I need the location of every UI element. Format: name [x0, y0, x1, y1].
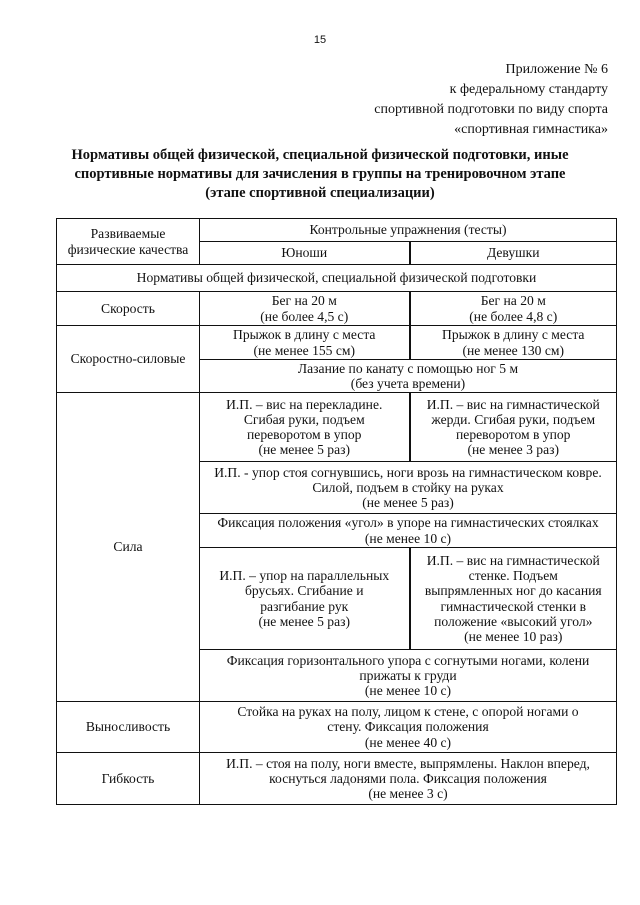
appendix-line: Приложение № 6	[505, 62, 608, 77]
speed-boys-cell	[200, 292, 410, 326]
cell-line: И.П. – вис на гимнастической	[426, 396, 600, 412]
cell-line: Прыжок в длину с места	[442, 327, 585, 343]
cell-line: разгибание рук	[260, 598, 349, 614]
cell-line: И.П. – вис на перекладине.	[226, 396, 383, 412]
quality-flexibility-cell: Гибкость	[57, 753, 200, 805]
quality-strength-cell: Сила	[57, 393, 200, 702]
cell-line: (не менее 10 с)	[364, 530, 452, 546]
cell-line: И.П. – вис на гимнастической	[426, 552, 600, 568]
strength-r1-boys-cell	[200, 393, 410, 462]
appendix-header	[374, 60, 608, 140]
strength-r3-cell	[200, 514, 617, 548]
cell-line: жерди. Сгибая руки, подъем	[431, 411, 596, 427]
cell-line: коснуться ладонями пола. Фиксация положения	[269, 770, 547, 786]
cell-line: Силой, подъем в стойку на руках	[312, 479, 504, 495]
header-girls-cell: Девушки	[410, 242, 617, 265]
strength-r5-cell	[200, 650, 617, 702]
cell-line: (не менее 5 раз)	[258, 442, 351, 458]
cell-line: Стойка на руках на полу, лицом к стене, с опорой ногами о	[237, 704, 579, 720]
cell-line: прижаты к груди	[359, 667, 457, 683]
rope-cell	[200, 360, 617, 393]
cell-line: (не менее 10 раз)	[464, 628, 563, 644]
section-cell: Нормативы общей физической, специальной физической подготовки	[57, 265, 617, 292]
cell-line: Бег на 20 м	[480, 293, 546, 309]
document-title	[50, 146, 590, 203]
table-row	[57, 292, 617, 326]
speed-girls-cell	[410, 292, 617, 326]
cell-line: выпрямленных ног до касания	[424, 583, 602, 599]
cell-line: (не менее 5 раз)	[362, 495, 454, 511]
norms-table	[56, 218, 617, 805]
cell-line: (не более 4,5 с)	[260, 308, 349, 324]
appendix-line: к федеральному стандарту	[449, 82, 608, 97]
header-boys-cell: Юноши	[200, 242, 410, 265]
header-quality-line: физические качества	[67, 241, 189, 257]
title-line: (этапе спортивной специализации)	[205, 185, 435, 201]
cell-line: (не более 4,8 с)	[469, 308, 558, 324]
quality-endurance-cell: Выносливость	[57, 702, 200, 753]
strength-r2-cell	[200, 462, 617, 514]
page-number: 15	[313, 34, 327, 46]
cell-line: стенке. Подъем	[468, 568, 558, 584]
cell-line: (не менее 40 с)	[364, 734, 452, 750]
strength-r4-girls-cell	[410, 548, 617, 650]
appendix-line: спортивной подготовки по виду спорта	[374, 102, 608, 117]
appendix-line: «спортивная гимнастика»	[454, 122, 608, 137]
table-section-row	[57, 265, 617, 292]
cell-line: Лазание по канату с помощью ног 5 м	[297, 360, 519, 376]
title-line: Нормативы общей физической, специальной физической подготовки, иные	[71, 147, 569, 163]
cell-line: Фиксация положения «угол» в упоре на гимнастических стоялках	[217, 515, 599, 531]
cell-line: брусьях. Сгибание и	[244, 583, 364, 599]
cell-line: переворотом в упор	[456, 427, 571, 442]
cell-line: гимнастической стенки в	[440, 598, 587, 614]
table-row	[57, 753, 617, 805]
cell-line: (не менее 3 раз)	[467, 442, 560, 458]
cell-line: Бег на 20 м	[271, 293, 337, 309]
cell-line: Фиксация горизонтального упора с согнутыми ногами, колени	[226, 652, 590, 668]
table-row	[57, 326, 617, 360]
cell-line: положение «высокий угол»	[434, 613, 593, 629]
header-quality-line: Развиваемые	[90, 226, 166, 242]
cell-line: (без учета времени)	[350, 376, 466, 391]
table-header-row	[57, 219, 617, 242]
endurance-cell	[200, 702, 617, 753]
table-row	[57, 702, 617, 753]
cell-line: И.П. – упор на параллельных	[219, 568, 390, 584]
title-line: спортивные нормативы для зачисления в группы на тренировочном этапе	[74, 166, 566, 182]
strength-r1-girls-cell	[410, 393, 617, 462]
cell-line: И.П. - упор стоя согнувшись, ноги врозь на гимнастическом ковре.	[214, 464, 602, 480]
jump-girls-cell	[410, 326, 617, 360]
cell-line: стену. Фиксация положения	[327, 719, 489, 735]
header-tests-cell: Контрольные упражнения (тесты)	[200, 219, 617, 242]
quality-speed-strength-cell: Скоростно-силовые	[57, 326, 200, 393]
cell-line: И.П. – стоя на полу, ноги вместе, выпрямлены. Наклон вперед,	[226, 755, 590, 771]
cell-line: (не менее 155 см)	[253, 342, 356, 358]
cell-line: (не менее 5 раз)	[258, 613, 351, 629]
flexibility-cell	[200, 753, 617, 805]
header-quality-cell	[57, 219, 200, 265]
cell-line: (не менее 130 см)	[462, 342, 565, 358]
table-row	[57, 393, 617, 462]
cell-line: (не менее 10 с)	[364, 683, 452, 699]
cell-line: (не менее 3 с)	[368, 786, 448, 802]
cell-line: Сгибая руки, подъем	[243, 411, 365, 427]
cell-line: переворотом в упор	[247, 427, 362, 442]
cell-line: Прыжок в длину с места	[233, 327, 376, 343]
strength-r4-boys-cell	[200, 548, 410, 650]
jump-boys-cell	[200, 326, 410, 360]
quality-speed-cell: Скорость	[57, 292, 200, 326]
